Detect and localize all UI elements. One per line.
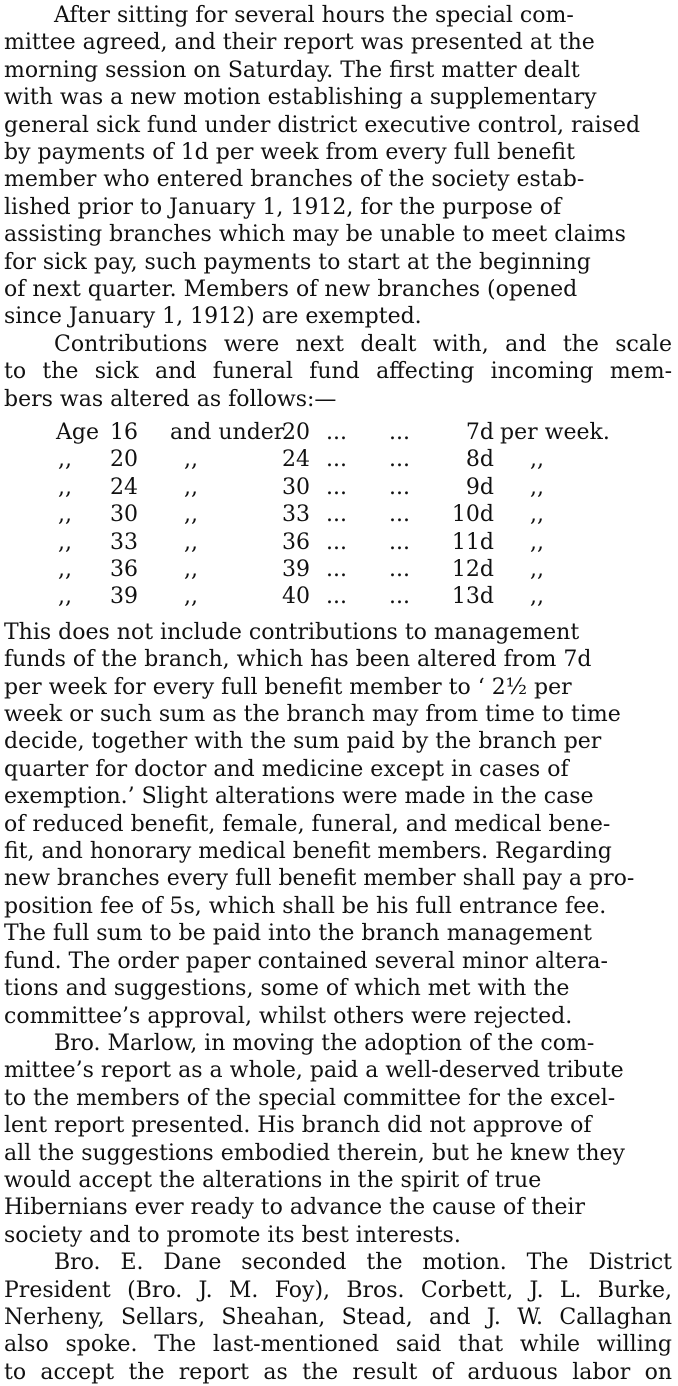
age-to: 39 [282,557,310,583]
age-to: 20 [282,420,310,446]
text-line: with was a new motion establishing a supplementary [4,85,597,111]
ditto-mark: ,, [184,529,198,555]
table-row [4,529,672,556]
text-line: The full sum to be paid into the branch management [4,921,592,947]
text-line: quarter for doctor and medicine except in cases of [4,756,569,782]
paragraph-bro-dane [4,1249,672,1386]
ditto-mark: ,, [58,584,72,610]
text-line: decide, together with the sum paid by the branch per [4,729,602,755]
leader-dots: ... ... [326,584,410,610]
paragraph-management-funds [4,619,672,1030]
ditto-mark: ,, [184,557,198,583]
ditto-mark: ,, [58,502,72,528]
table-row [4,474,672,501]
ditto-mark: ,, [530,584,544,610]
age-to: 40 [282,584,310,610]
text-line: committee’s approval, whilst others were rejected. [4,1003,573,1029]
text-line: would accept the alterations in the spirit of true [4,1167,542,1193]
table-row [4,583,672,610]
text-line: assisting branches which may be unable to meet claims [4,222,626,248]
leader-dots: ... ... [326,474,410,500]
age-from: 36 [110,557,138,583]
text-line: Nerheny, Sellars, Sheahan, Stead, and J. W. Callaghan [4,1304,672,1330]
text-line: of reduced benefit, female, funeral, and medical bene- [4,811,611,837]
text-line: since January 1, 1912) are exempted. [4,304,422,330]
and-under-label: and under [170,420,285,446]
ditto-mark: ,, [58,447,72,473]
text-line: mittee agreed, and their report was presented at the [4,30,595,56]
text-line: per week for every full benefit member to ‘ 2½ per [4,674,572,700]
text-line: Bro. Marlow, in moving the adoption of the com- [54,1030,595,1056]
text-line: President (Bro. J. M. Foy), Bros. Corbett, J. L. Burke, [4,1277,672,1303]
text-line: funds of the branch, which has been altered from 7d [4,647,592,673]
text-line: fund. The order paper contained several minor altera- [4,948,608,974]
text-line: to the sick and funeral fund affecting incoming mem- [4,359,672,385]
ditto-mark: ,, [184,502,198,528]
paragraph-committee-report [4,2,672,331]
text-line: This does not include contributions to management [4,619,580,645]
age-from: 33 [110,529,138,555]
leader-dots: ... ... [326,557,410,583]
rate-value: 10d [451,502,494,528]
text-line: fit, and honorary medical benefit members. Regarding [4,839,612,865]
age-label: Age [56,420,99,446]
age-to: 30 [282,474,310,500]
table-row [4,419,672,446]
text-line: position fee of 5s, which shall be his full entrance fee. [4,893,607,919]
text-line: mittee’s report as a whole, paid a well-deserved tribute [4,1058,624,1084]
leader-dots: ... ... [326,502,410,528]
per-week-label: per week. [500,420,610,446]
text-line: week or such sum as the branch may from time to time [4,702,621,728]
text-line: society and to promote its best interests. [4,1222,461,1248]
age-from: 20 [110,447,138,473]
text-line: morning session on Saturday. The first matter dealt [4,57,580,83]
text-line: Hibernians ever ready to advance the cause of their [4,1195,585,1221]
ditto-mark: ,, [58,557,72,583]
paragraph-contributions-intro [4,331,672,413]
ditto-mark: ,, [58,529,72,555]
leader-dots: ... ... [326,529,410,555]
ditto-mark: ,, [530,529,544,555]
ditto-mark: ,, [530,474,544,500]
ditto-mark: ,, [184,584,198,610]
age-to: 33 [282,502,310,528]
text-line: new branches every full benefit member shall pay a pro- [4,866,635,892]
contribution-scale-table [4,419,672,611]
leader-dots: ... ... [326,420,410,446]
text-line: member who entered branches of the society estab- [4,167,585,193]
text-line: tions and suggestions, some of which met with the [4,976,570,1002]
age-from: 24 [110,474,138,500]
rate-value: 11d [451,529,494,555]
rate-value: 7d [465,420,494,446]
table-row [4,556,672,583]
text-line: After sitting for several hours the special com- [54,3,574,28]
text-line: lent report presented. His branch did not approve of [4,1113,592,1139]
leader-dots: ... ... [326,447,410,473]
ditto-mark: ,, [530,447,544,473]
scale-rows [4,446,672,610]
text-line: Contributions were next dealt with, and the scale [54,331,672,357]
text-line: general sick fund under district executive control, raised [4,112,641,138]
rate-value: 12d [451,557,494,583]
text-line: of next quarter. Members of new branches (opened [4,277,578,303]
text-line: lished prior to January 1, 1912, for the purpose of [4,194,562,220]
text-line: bers was altered as follows:— [4,386,337,412]
age-from: 16 [110,420,138,446]
text-line: Bro. E. Dane seconded the motion. The District [54,1250,672,1276]
rate-value: 13d [451,584,494,610]
age-to: 36 [282,529,310,555]
age-from: 39 [110,584,138,610]
ditto-mark: ,, [58,474,72,500]
ditto-mark: ,, [184,474,198,500]
age-from: 30 [110,502,138,528]
text-line: exemption.’ Slight alterations were made in the case [4,784,594,810]
text-line: to the members of the special committee for the excel- [4,1085,616,1111]
table-row [4,501,672,528]
text-line: all the suggestions embodied therein, but he knew they [4,1140,625,1166]
rate-value: 8d [465,447,494,473]
table-row [4,446,672,473]
age-to: 24 [282,447,310,473]
ditto-mark: ,, [530,502,544,528]
text-line: also spoke. The last-mentioned said that while willing [4,1332,672,1358]
text-line: to accept the report as the result of arduous labor on [4,1359,672,1385]
paragraph-bro-marlow [4,1030,672,1249]
ditto-mark: ,, [530,557,544,583]
text-line: by payments of 1d per week from every full benefit [4,140,575,166]
text-line: for sick pay, such payments to start at the beginning [4,249,591,275]
ditto-mark: ,, [184,447,198,473]
rate-value: 9d [465,474,494,500]
